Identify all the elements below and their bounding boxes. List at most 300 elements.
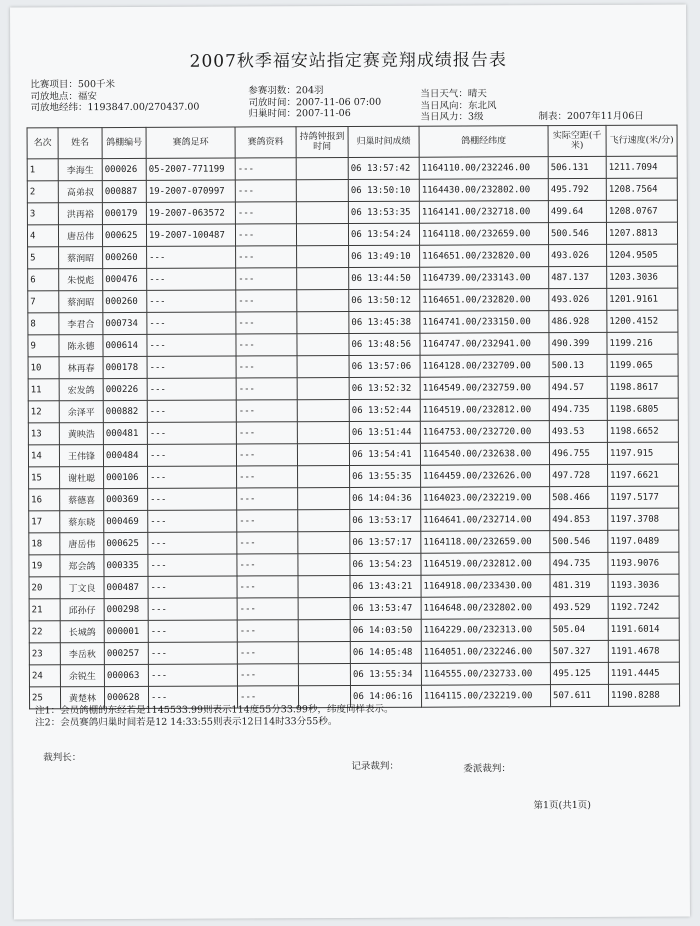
cell-distance: 507.327 (550, 640, 608, 662)
cell-return-time: 06 13:55:35 (350, 465, 421, 487)
cell-loft-id: 000179 (102, 202, 146, 224)
cell-distance: 494.735 (549, 398, 607, 420)
cell-ring: --- (148, 488, 237, 510)
wind-force: 当日风力：3级 (420, 111, 484, 123)
cell-return-time: 06 13:57:42 (348, 157, 419, 179)
cell-clock-time (298, 554, 350, 576)
cell-ring: --- (148, 642, 237, 664)
cell-name: 邱孙仔 (60, 599, 104, 621)
cell-clock-time (298, 642, 350, 664)
release-time: 司放时间：2007-11-06 07:00 (248, 96, 382, 108)
cell-return-time: 06 14:03:50 (350, 619, 421, 641)
cell-speed: 1211.7094 (606, 156, 677, 178)
cell-pigeon-info: --- (236, 334, 297, 356)
cell-loft-id: 000335 (104, 554, 148, 576)
cell-return-time: 06 13:48:56 (349, 333, 420, 355)
cell-distance: 494.57 (549, 376, 607, 398)
cell-loft-id: 000734 (103, 312, 147, 334)
cell-ring: --- (148, 466, 237, 488)
table-row (27, 156, 677, 181)
cell-coordinates: 1164051.00/232246.00 (421, 641, 550, 664)
cell-distance: 490.399 (549, 332, 607, 354)
cell-coordinates: 1164519.00/232812.00 (420, 399, 549, 422)
cell-name: 黄楚林 (60, 687, 104, 709)
cell-pigeon-info: --- (235, 180, 296, 202)
cell-coordinates: 1164540.00/232638.00 (420, 443, 549, 466)
table-row (28, 288, 678, 313)
cell-ring: 05-2007-771199 (146, 158, 235, 180)
cell-rank: 22 (29, 621, 60, 643)
cell-distance: 493.026 (549, 244, 607, 266)
cell-rank: 16 (29, 489, 60, 511)
cell-coordinates: 1164651.00/232820.00 (420, 289, 549, 312)
cell-pigeon-info: --- (236, 268, 297, 290)
race-info-mid (248, 85, 381, 120)
table-row (28, 332, 678, 357)
table-row (28, 442, 678, 467)
cell-rank: 24 (29, 665, 60, 687)
cell-speed: 1198.8617 (607, 376, 678, 398)
race-info-right (420, 88, 644, 123)
weather: 当日天气：晴天 (420, 88, 487, 100)
cell-name: 林再春 (59, 357, 103, 379)
cell-distance: 496.755 (549, 442, 607, 464)
cell-pigeon-info: --- (236, 378, 297, 400)
cell-name: 长城鸽 (60, 621, 104, 643)
cell-name: 李岳秋 (60, 643, 104, 665)
cell-return-time: 06 14:04:36 (350, 487, 421, 509)
race-info-left (30, 79, 199, 114)
cell-clock-time (298, 598, 350, 620)
cell-clock-time (297, 356, 349, 378)
cell-pigeon-info: --- (236, 400, 297, 422)
cell-pigeon-info: --- (236, 246, 297, 268)
cell-rank: 25 (29, 687, 60, 709)
table-row (29, 508, 679, 533)
cell-return-time: 06 13:50:12 (349, 289, 420, 311)
cell-ring: 19-2007-070997 (146, 180, 235, 202)
cell-coordinates: 1164651.00/232820.00 (420, 245, 549, 268)
cell-speed: 1193.9076 (608, 552, 679, 574)
header-coordinates: 鸽棚经纬度 (419, 126, 548, 158)
cell-coordinates: 1164519.00/232812.00 (421, 553, 550, 576)
cell-rank: 15 (29, 467, 60, 489)
cell-loft-id: 000469 (104, 510, 148, 532)
results-table (27, 125, 681, 710)
cell-name: 黄映浩 (59, 423, 103, 445)
cell-speed: 1190.8288 (608, 684, 679, 706)
cell-loft-id: 000260 (103, 290, 147, 312)
table-row (29, 640, 679, 665)
results-body (27, 156, 679, 709)
race-project: 比赛项目：500千米 (30, 79, 116, 91)
cell-coordinates: 1164739.00/233143.00 (420, 267, 549, 290)
cell-name: 蔡东晓 (60, 511, 104, 533)
cell-ring: --- (148, 510, 237, 532)
table-row (27, 178, 677, 203)
cell-name: 李海生 (58, 159, 102, 181)
cell-distance: 493.529 (550, 596, 608, 618)
cell-ring: 19-2007-100487 (146, 224, 235, 246)
cell-pigeon-info: --- (237, 642, 298, 664)
table-row (29, 464, 679, 489)
cell-return-time: 06 13:54:41 (349, 443, 420, 465)
release-coordinates: 司放地经纬：1193847.00/270437.00 (30, 101, 200, 114)
cell-speed: 1191.4445 (608, 662, 679, 684)
cell-distance: 506.131 (548, 156, 606, 178)
cell-name: 蔡德喜 (60, 489, 104, 511)
cell-ring: --- (147, 400, 236, 422)
cell-name: 王伟锋 (59, 445, 103, 467)
cell-loft-id: 000369 (104, 488, 148, 510)
cell-speed: 1197.6621 (608, 464, 679, 486)
cell-clock-time (297, 312, 349, 334)
cell-name: 蔡润昭 (59, 291, 103, 313)
cell-pigeon-info: --- (236, 444, 297, 466)
cell-loft-id: 000260 (103, 246, 147, 268)
cell-clock-time (298, 510, 350, 532)
cell-distance: 494.735 (550, 552, 608, 574)
cell-coordinates: 1164430.00/232802.00 (419, 179, 548, 202)
cell-name: 朱悦彪 (59, 269, 103, 291)
table-row (28, 354, 678, 379)
page-number: 第1页(共1页) (533, 799, 592, 812)
cell-speed: 1197.5177 (608, 486, 679, 508)
cell-coordinates: 1164648.00/232802.00 (421, 597, 550, 620)
cell-speed: 1191.6014 (608, 618, 679, 640)
release-location: 司放地点：福安 (30, 90, 97, 102)
cell-distance: 493.026 (549, 288, 607, 310)
cell-ring: --- (147, 290, 236, 312)
cell-coordinates: 1164555.00/232733.00 (421, 663, 550, 686)
chief-judge-label: 裁判长： (43, 752, 82, 764)
cell-distance: 500.546 (550, 530, 608, 552)
header-clock-time: 持鸽钟报到时间 (296, 127, 348, 158)
cell-pigeon-info: --- (237, 598, 298, 620)
header-pigeon-info: 赛鸽资料 (235, 127, 296, 158)
table-row (28, 398, 678, 423)
table-row (27, 200, 677, 225)
cell-return-time: 06 13:57:17 (350, 531, 421, 553)
cell-return-time: 06 13:53:47 (350, 597, 421, 619)
cell-return-time: 06 14:06:16 (350, 685, 421, 707)
cell-coordinates: 1164229.00/232313.00 (421, 619, 550, 642)
header-rank: 名次 (27, 128, 58, 159)
cell-return-time: 06 13:49:10 (349, 245, 420, 267)
table-header-row (27, 125, 677, 159)
cell-clock-time (297, 444, 349, 466)
cell-distance: 508.466 (550, 486, 608, 508)
cell-return-time: 06 13:43:21 (350, 575, 421, 597)
cell-loft-id: 000887 (102, 180, 146, 202)
cell-speed: 1201.9161 (607, 288, 678, 310)
cell-loft-id: 000226 (103, 378, 147, 400)
cell-name: 洪再裕 (58, 203, 102, 225)
table-row (28, 310, 678, 335)
cell-return-time: 06 13:54:24 (348, 223, 419, 245)
cell-distance: 481.319 (550, 574, 608, 596)
cell-clock-time (298, 532, 350, 554)
cell-rank: 11 (28, 379, 59, 401)
table-row (28, 266, 678, 291)
cell-name: 余锐生 (60, 665, 104, 687)
cell-coordinates: 1164118.00/232659.00 (419, 223, 548, 246)
cell-clock-time (297, 400, 349, 422)
cell-pigeon-info: --- (237, 488, 298, 510)
cell-rank: 13 (28, 423, 59, 445)
cell-pigeon-info: --- (237, 532, 298, 554)
table-row (29, 486, 679, 511)
cell-return-time: 06 13:45:38 (349, 311, 420, 333)
cell-return-time: 06 13:52:44 (349, 399, 420, 421)
table-row (29, 662, 679, 687)
table-row (28, 376, 678, 401)
return-date: 归巢时间：2007-11-06 (248, 107, 351, 120)
wind-direction: 当日风向：东北风 (420, 99, 497, 112)
cell-speed: 1199.216 (607, 332, 678, 354)
cell-loft-id: 000063 (104, 664, 148, 686)
cell-clock-time (296, 224, 348, 246)
cell-distance: 505.04 (550, 618, 608, 640)
table-row (29, 596, 679, 621)
cell-coordinates: 1164023.00/232219.00 (421, 487, 550, 510)
cell-rank: 18 (29, 533, 60, 555)
cell-pigeon-info: --- (237, 510, 298, 532)
cell-loft-id: 000106 (104, 466, 148, 488)
cell-distance: 497.728 (550, 464, 608, 486)
cell-rank: 1 (27, 159, 58, 181)
cell-distance: 486.928 (549, 310, 607, 332)
cell-ring: --- (147, 268, 236, 290)
cell-pigeon-info: --- (237, 664, 298, 686)
cell-loft-id: 000178 (103, 356, 147, 378)
cell-rank: 5 (28, 247, 59, 269)
cell-pigeon-info: --- (237, 576, 298, 598)
cell-ring: --- (147, 378, 236, 400)
cell-clock-time (298, 664, 350, 686)
cell-loft-id: 000476 (103, 268, 147, 290)
cell-clock-time (297, 334, 349, 356)
cell-speed: 1203.3036 (607, 266, 678, 288)
cell-pigeon-info: --- (237, 466, 298, 488)
report-sheet (10, 5, 690, 920)
cell-speed: 1208.0767 (606, 200, 677, 222)
table-row (29, 552, 679, 577)
table-row (29, 530, 679, 555)
cell-rank: 12 (28, 401, 59, 423)
cell-name: 蔡润昭 (59, 247, 103, 269)
cell-coordinates: 1164549.00/232759.00 (420, 377, 549, 400)
cell-distance: 500.13 (549, 354, 607, 376)
cell-loft-id: 000487 (104, 576, 148, 598)
cell-distance: 493.53 (549, 420, 607, 442)
header-return-time: 归巢时间成绩 (348, 126, 419, 157)
tabulation-date: 制表：2007年11月06日 (538, 110, 644, 123)
cell-ring: --- (147, 422, 236, 444)
cell-name: 余泽平 (59, 401, 103, 423)
cell-name: 李君合 (59, 313, 103, 335)
recording-judge-label: 记录裁判： (351, 760, 399, 772)
table-row (27, 222, 677, 247)
cell-rank: 17 (29, 511, 60, 533)
cell-speed: 1200.4152 (607, 310, 678, 332)
entry-count: 参赛羽数：204羽 (248, 85, 324, 97)
cell-distance: 507.611 (550, 684, 608, 706)
cell-rank: 20 (29, 577, 60, 599)
footnote-2: 注2：会员赛鸽归巢时间若是12 14:33:55则表示12日14时33分55秒。 (35, 716, 338, 729)
cell-rank: 7 (28, 291, 59, 313)
cell-pigeon-info: --- (235, 158, 296, 180)
cell-loft-id: 000614 (103, 334, 147, 356)
cell-pigeon-info: --- (237, 554, 298, 576)
cell-distance: 500.546 (548, 222, 606, 244)
cell-clock-time (297, 378, 349, 400)
cell-loft-id: 000625 (104, 532, 148, 554)
cell-rank: 10 (28, 357, 59, 379)
cell-pigeon-info: --- (237, 686, 298, 708)
cell-loft-id: 000257 (104, 642, 148, 664)
cell-ring: --- (148, 620, 237, 642)
cell-ring: --- (147, 444, 236, 466)
cell-coordinates: 1164128.00/232709.00 (420, 355, 549, 378)
cell-coordinates: 1164459.00/232626.00 (421, 465, 550, 488)
cell-loft-id: 000628 (104, 686, 148, 708)
cell-coordinates: 1164741.00/233150.00 (420, 311, 549, 334)
cell-clock-time (296, 180, 348, 202)
cell-pigeon-info: --- (236, 290, 297, 312)
cell-ring: --- (147, 312, 236, 334)
table-row (28, 420, 678, 445)
cell-pigeon-info: --- (235, 202, 296, 224)
cell-loft-id: 000298 (104, 598, 148, 620)
cell-coordinates: 1164641.00/232714.00 (421, 509, 550, 532)
cell-pigeon-info: --- (236, 356, 297, 378)
cell-loft-id: 000481 (103, 422, 147, 444)
cell-rank: 9 (28, 335, 59, 357)
table-row (29, 574, 679, 599)
cell-return-time: 06 13:50:10 (348, 179, 419, 201)
cell-clock-time (298, 466, 350, 488)
cell-speed: 1197.0489 (608, 530, 679, 552)
cell-distance: 494.853 (550, 508, 608, 530)
cell-clock-time (296, 202, 348, 224)
cell-rank: 3 (27, 203, 58, 225)
cell-ring: --- (148, 686, 237, 708)
cell-name: 高弟叔 (58, 181, 102, 203)
cell-return-time: 06 14:05:48 (350, 641, 421, 663)
cell-loft-id: 000484 (103, 444, 147, 466)
cell-return-time: 06 13:53:17 (350, 509, 421, 531)
cell-rank: 23 (29, 643, 60, 665)
cell-loft-id: 000882 (103, 400, 147, 422)
cell-coordinates: 1164118.00/232659.00 (421, 531, 550, 554)
cell-name: 谢杜聪 (60, 467, 104, 489)
cell-clock-time (298, 576, 350, 598)
cell-rank: 19 (29, 555, 60, 577)
cell-ring: --- (147, 356, 236, 378)
cell-return-time: 06 13:53:35 (348, 201, 419, 223)
cell-loft-id: 000001 (104, 620, 148, 642)
cell-ring: --- (148, 598, 237, 620)
cell-return-time: 06 13:57:06 (349, 355, 420, 377)
cell-ring: 19-2007-063572 (146, 202, 235, 224)
cell-clock-time (298, 620, 350, 642)
cell-ring: --- (148, 664, 237, 686)
cell-distance: 499.64 (548, 200, 606, 222)
cell-distance: 495.792 (548, 178, 606, 200)
cell-rank: 14 (28, 445, 59, 467)
cell-name: 宏发鸽 (59, 379, 103, 401)
cell-speed: 1193.3036 (608, 574, 679, 596)
cell-loft-id: 000625 (102, 224, 146, 246)
cell-name: 唐岳伟 (58, 225, 102, 247)
cell-return-time: 06 13:55:34 (350, 663, 421, 685)
header-distance: 实际空距(千米) (548, 125, 606, 156)
cell-distance: 495.125 (550, 662, 608, 684)
cell-speed: 1198.6652 (607, 420, 678, 442)
cell-speed: 1198.6805 (607, 398, 678, 420)
cell-rank: 8 (28, 313, 59, 335)
cell-return-time: 06 13:54:23 (350, 553, 421, 575)
cell-rank: 21 (29, 599, 60, 621)
report-title: 2007秋季福安站指定赛竞翔成绩报告表 (189, 50, 507, 72)
cell-ring: --- (148, 576, 237, 598)
cell-speed: 1204.9505 (607, 244, 678, 266)
cell-return-time: 06 13:51:44 (349, 421, 420, 443)
cell-ring: --- (148, 554, 237, 576)
cell-coordinates: 1164110.00/232246.00 (419, 157, 548, 180)
header-ring: 赛鸽足环 (146, 127, 235, 158)
cell-name: 丁文良 (60, 577, 104, 599)
cell-rank: 2 (27, 181, 58, 203)
cell-rank: 4 (27, 225, 58, 247)
cell-clock-time (297, 268, 349, 290)
cell-loft-id: 000026 (102, 158, 146, 180)
cell-ring: --- (147, 246, 236, 268)
cell-clock-time (297, 290, 349, 312)
cell-speed: 1197.3708 (608, 508, 679, 530)
cell-speed: 1207.8813 (606, 222, 677, 244)
cell-speed: 1208.7564 (606, 178, 677, 200)
cell-return-time: 06 13:44:50 (349, 267, 420, 289)
cell-return-time: 06 13:52:32 (349, 377, 420, 399)
cell-clock-time (298, 488, 350, 510)
cell-pigeon-info: --- (236, 312, 297, 334)
cell-speed: 1192.7242 (608, 596, 679, 618)
cell-coordinates: 1164753.00/232720.00 (420, 421, 549, 444)
cell-clock-time (297, 246, 349, 268)
cell-clock-time (296, 158, 348, 180)
cell-coordinates: 1164747.00/232941.00 (420, 333, 549, 356)
table-row (28, 244, 678, 269)
footnote-1: 注1：会员鸽棚的东经若是1145533.99则表示114度55分33.99秒，纬度同样表示。 (35, 703, 394, 717)
cell-coordinates: 1164918.00/233430.00 (421, 575, 550, 598)
cell-name: 唐岳伟 (60, 533, 104, 555)
cell-speed: 1199.065 (607, 354, 678, 376)
cell-name: 郑会鸽 (60, 555, 104, 577)
cell-pigeon-info: --- (235, 224, 296, 246)
cell-clock-time (297, 422, 349, 444)
cell-coordinates: 1164141.00/232718.00 (419, 201, 548, 224)
cell-ring: --- (147, 334, 236, 356)
table-row (29, 618, 679, 643)
footnotes (35, 704, 393, 730)
cell-speed: 1191.4678 (608, 640, 679, 662)
delegated-judge-label: 委派裁判： (463, 763, 511, 775)
header-speed: 飞行速度(米/分) (606, 125, 677, 156)
cell-name: 陈永德 (59, 335, 103, 357)
header-loft-id: 鸽棚编号 (102, 127, 146, 158)
